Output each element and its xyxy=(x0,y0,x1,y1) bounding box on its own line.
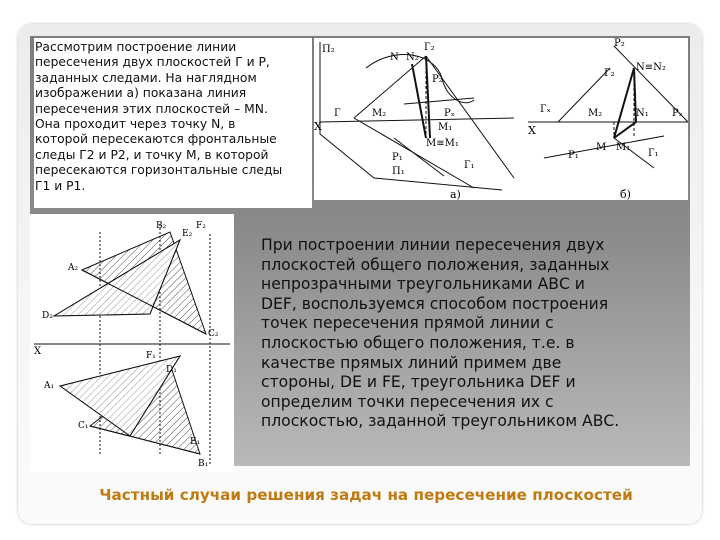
label-f1: F₁ xyxy=(146,351,156,361)
main-paragraph: При построении линии пересечения двух плоскостей общего положения, заданных непрозрачными треугольниками АВС и DEF, воспользуемся способом построения точек пересечения прямой линии с плоскостью общего положения, т.е. в качестве прямых линий примем две стороны, DE и FE, треугольника DEF и определим точки пересечения их с плоскостью, заданной треугольником АВС. xyxy=(261,236,620,431)
label-c1: C₁ xyxy=(78,421,89,431)
label-x-b: X xyxy=(528,124,536,137)
label-x-tri: X xyxy=(34,346,42,357)
label-b-g1: Г₁ xyxy=(648,148,659,159)
figure-planes-by-traces xyxy=(314,38,688,200)
label-m1: M₁ xyxy=(438,122,453,133)
label-g1: Г₁ xyxy=(464,160,475,171)
label-b-m: M xyxy=(596,142,607,153)
label-e2: E₂ xyxy=(182,229,193,239)
label-a2: A₂ xyxy=(68,263,79,273)
slide-footer-title: Частный случаи решения задач на пересечение плоскостей xyxy=(99,486,633,504)
label-n2: N₂ xyxy=(406,52,419,63)
label-x-a: X xyxy=(314,120,322,133)
label-g2: Г₂ xyxy=(424,42,435,53)
caption-a: а) xyxy=(450,188,461,200)
label-b-px: Pₓ xyxy=(672,108,683,119)
intro-paragraph: Рассмотрим построение линии пересечения двух плоскостей Г и Р, заданных следами. На наглядном изображении а) показана линия пересечения этих плоскостей – MN. Она проходит через точку N, в которой пересекаются фронтальные следы Г2 и Р2, и точку М, в которой пересекаются горизонтальные следы Г1 и Р1. xyxy=(34,38,312,208)
label-pi1: П₁ xyxy=(392,166,405,177)
figure-triangles xyxy=(30,214,234,472)
label-b-m2: M₂ xyxy=(588,108,603,119)
triangles-svg xyxy=(30,214,234,472)
label-b-g2: Г₂ xyxy=(604,68,615,79)
figure-planes-svg xyxy=(314,38,688,200)
label-b-n1: N₁ xyxy=(636,108,649,119)
label-b-gx: Гₓ xyxy=(540,104,551,115)
label-b-p2: P₂ xyxy=(614,38,625,49)
label-a1: A₁ xyxy=(44,381,55,391)
label-b-p1: P₁ xyxy=(568,150,579,161)
label-n: N xyxy=(390,52,399,63)
label-mm1: M≡M₁ xyxy=(426,138,459,149)
label-gx: Г xyxy=(334,108,341,119)
label-m2: M₂ xyxy=(372,108,387,119)
label-e1: E₁ xyxy=(190,437,201,447)
label-b1: B₁ xyxy=(198,459,209,469)
label-p1: P₁ xyxy=(392,152,403,163)
label-pi2: П₂ xyxy=(322,44,335,55)
label-p2: P₂ xyxy=(432,74,443,85)
label-b-nn2: N≡N₂ xyxy=(636,62,666,73)
label-d2: D₂ xyxy=(42,311,53,321)
label-f2: F₂ xyxy=(196,221,206,231)
label-px: Pₓ xyxy=(444,108,455,119)
label-c2: C₂ xyxy=(208,329,219,339)
label-b-m1: M₁ xyxy=(616,142,631,153)
label-b2: B₂ xyxy=(156,221,167,231)
label-d1: D₁ xyxy=(166,365,177,375)
caption-b: б) xyxy=(620,188,631,200)
